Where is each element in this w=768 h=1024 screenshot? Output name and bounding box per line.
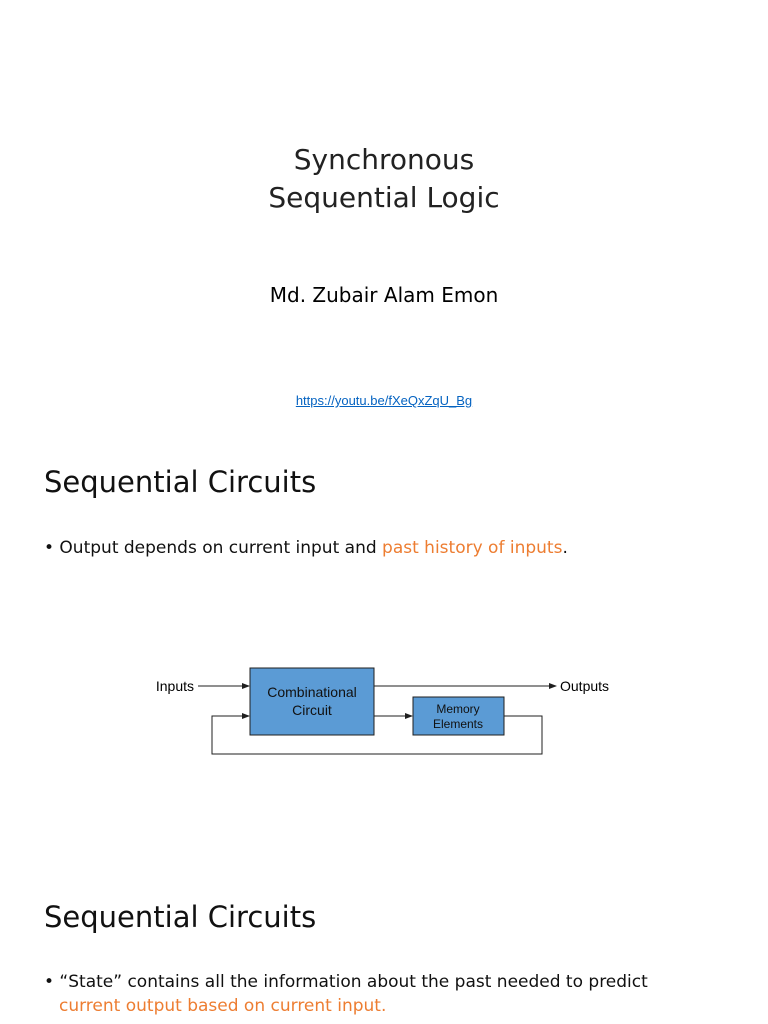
- slide-heading: Sequential Circuits: [44, 900, 317, 934]
- bullet-suffix: .: [562, 538, 568, 558]
- bullet-highlight: current output based on current input.: [59, 996, 387, 1016]
- memory-label-1: Memory: [436, 702, 480, 716]
- slide-sequential-circuits-state: [0, 860, 768, 1024]
- bullet-text: • Output depends on current input and: [44, 538, 383, 558]
- slide-heading: Sequential Circuits: [44, 465, 317, 499]
- combinational-label-1: Combinational: [267, 684, 357, 700]
- outputs-label: Outputs: [560, 678, 610, 694]
- memory-label-2: Elements: [432, 717, 484, 731]
- slide-sequential-circuits: [0, 440, 768, 860]
- title-line-1: Synchronous: [293, 143, 475, 176]
- video-link[interactable]: https://youtu.be/fXeQxZqU_Bg: [295, 393, 473, 408]
- sequential-circuit-diagram: [0, 440, 768, 860]
- bullet-text: • “State” contains all the information about the past needed to predict: [44, 972, 648, 992]
- bullet-highlight: past history of inputs: [382, 538, 563, 558]
- inputs-label: Inputs: [155, 678, 194, 694]
- title-slide: [0, 0, 768, 440]
- combinational-label-2: Circuit: [292, 702, 332, 718]
- author-name: Md. Zubair Alam Emon: [269, 283, 499, 307]
- bullet-state: [44, 970, 734, 1018]
- video-link-container: [0, 393, 768, 408]
- title-line-2: Sequential Logic: [268, 181, 500, 214]
